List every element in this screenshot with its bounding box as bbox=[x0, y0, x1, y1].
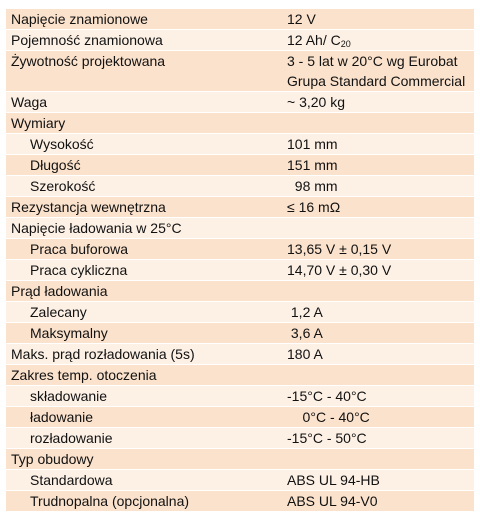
spec-label: ładowanie bbox=[6, 407, 280, 428]
spec-label: Zakres temp. otoczenia bbox=[6, 365, 280, 386]
spec-label: składowanie bbox=[6, 386, 280, 407]
spec-row-max-current bbox=[6, 323, 474, 344]
spec-row-width bbox=[6, 176, 474, 197]
spec-value: 151 mm bbox=[280, 155, 474, 176]
spec-label: Standardowa bbox=[6, 470, 280, 491]
spec-label: Maksymalny bbox=[6, 323, 280, 344]
spec-value bbox=[280, 281, 474, 302]
capacity-subscript: 20 bbox=[340, 39, 351, 49]
design-life-line-2: Grupa Standard Commercial bbox=[287, 73, 466, 89]
spec-row-charge-voltage-header bbox=[6, 218, 474, 239]
spec-row-cyclic-use bbox=[6, 260, 474, 281]
spec-label: Prąd ładowania bbox=[6, 281, 280, 302]
spec-row-dimensions-header bbox=[6, 113, 474, 134]
spec-row-length bbox=[6, 155, 474, 176]
spec-row-storage-temp bbox=[6, 386, 474, 407]
spec-value: 180 A bbox=[280, 344, 474, 365]
spec-row-standard-case bbox=[6, 470, 474, 491]
spec-value: ~ 3,20 kg bbox=[280, 92, 474, 113]
spec-label: Maks. prąd rozładowania (5s) bbox=[6, 344, 280, 365]
spec-value bbox=[280, 449, 474, 470]
spec-value bbox=[280, 113, 474, 134]
spec-label: Trudnopalna (opcjonalna) bbox=[6, 491, 280, 512]
spec-value: 12 V bbox=[280, 9, 474, 30]
battery-spec-table bbox=[6, 9, 474, 512]
spec-row-discharging-temp bbox=[6, 428, 474, 449]
spec-value: 98 mm bbox=[280, 176, 474, 197]
spec-value: 1,2 A bbox=[280, 302, 474, 323]
spec-value bbox=[280, 51, 474, 92]
spec-value: -15°C - 50°C bbox=[280, 428, 474, 449]
spec-row-height bbox=[6, 134, 474, 155]
spec-label: Wymiary bbox=[6, 113, 280, 134]
spec-value: -15°C - 40°C bbox=[280, 386, 474, 407]
spec-label: Żywotność projektowana bbox=[6, 51, 280, 92]
spec-value: 14,70 V ± 0,30 V bbox=[280, 260, 474, 281]
spec-label: Rezystancja wewnętrzna bbox=[6, 197, 280, 218]
spec-label: Typ obudowy bbox=[6, 449, 280, 470]
spec-label: rozładowanie bbox=[6, 428, 280, 449]
spec-value: 13,65 V ± 0,15 V bbox=[280, 239, 474, 260]
spec-label: Praca cykliczna bbox=[6, 260, 280, 281]
spec-label: Napięcie znamionowe bbox=[6, 9, 280, 30]
spec-row-rated-voltage bbox=[6, 9, 474, 30]
spec-value: ABS UL 94-V0 bbox=[280, 491, 474, 512]
spec-row-recommended-current bbox=[6, 302, 474, 323]
spec-row-ambient-temp-header bbox=[6, 365, 474, 386]
spec-row-internal-resistance bbox=[6, 197, 474, 218]
spec-label: Pojemność znamionowa bbox=[6, 30, 280, 51]
spec-label: Długość bbox=[6, 155, 280, 176]
spec-row-weight bbox=[6, 92, 474, 113]
spec-value: ≤ 16 mΩ bbox=[280, 197, 474, 218]
spec-row-rated-capacity bbox=[6, 30, 474, 51]
spec-label: Praca buforowa bbox=[6, 239, 280, 260]
spec-row-design-life bbox=[6, 51, 474, 92]
spec-row-case-type-header bbox=[6, 449, 474, 470]
spec-label: Szerokość bbox=[6, 176, 280, 197]
spec-row-charging-temp bbox=[6, 407, 474, 428]
capacity-value: 12 Ah/ C bbox=[287, 32, 341, 48]
spec-row-charge-current-header bbox=[6, 281, 474, 302]
spec-value: 101 mm bbox=[280, 134, 474, 155]
spec-value bbox=[280, 218, 474, 239]
spec-label: Napięcie ładowania w 25°C bbox=[6, 218, 280, 239]
spec-value: 0°C - 40°C bbox=[280, 407, 474, 428]
spec-row-float-use bbox=[6, 239, 474, 260]
spec-value: ABS UL 94-HB bbox=[280, 470, 474, 491]
spec-value bbox=[280, 30, 474, 51]
design-life-line-1: 3 - 5 lat w 20°C wg Eurobat bbox=[287, 53, 458, 69]
spec-label: Zalecany bbox=[6, 302, 280, 323]
spec-label: Waga bbox=[6, 92, 280, 113]
spec-row-max-discharge-current bbox=[6, 344, 474, 365]
spec-value bbox=[280, 365, 474, 386]
spec-row-flame-retardant-case bbox=[6, 491, 474, 512]
spec-value: 3,6 A bbox=[280, 323, 474, 344]
spec-label: Wysokość bbox=[6, 134, 280, 155]
